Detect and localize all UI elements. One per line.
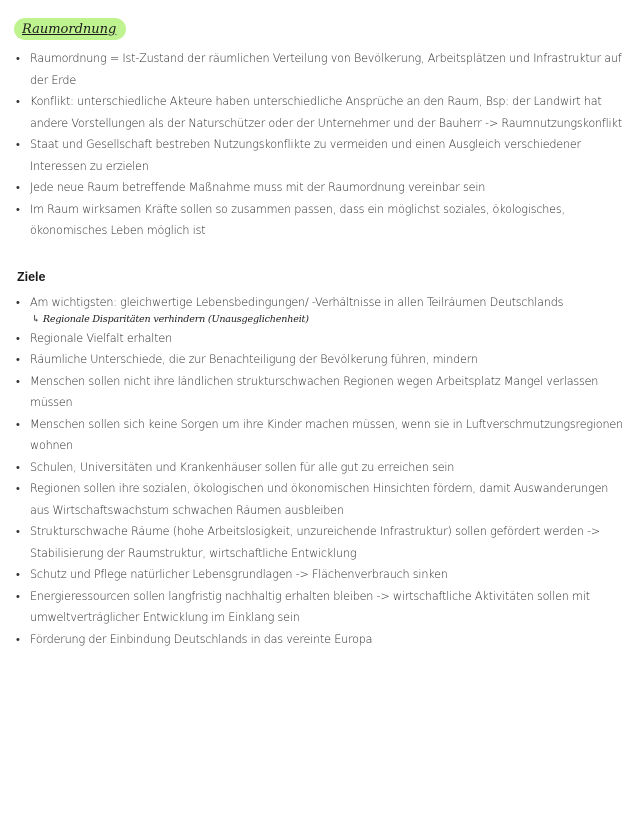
list-item-text: Am wichtigsten: gleichwertige Lebensbedingungen/ -Verhältnisse in allen Teilräumen Deutschlands — [30, 296, 564, 309]
definition-list — [14, 48, 626, 242]
list-item-text: Staat und Gesellschaft bestreben Nutzungskonflikte zu vermeiden und einen Ausgleich verschiedener Interessen zu erzielen — [30, 138, 581, 173]
list-item — [14, 177, 626, 199]
bullet-icon: • — [16, 482, 20, 495]
bullet-icon: • — [16, 417, 20, 431]
list-item — [14, 478, 626, 521]
list-item — [14, 521, 626, 564]
list-item — [14, 48, 626, 91]
bullet-icon: • — [16, 589, 20, 603]
list-item — [14, 349, 626, 371]
list-item-text: Schulen, Universitäten und Krankenhäuser sollen für alle gut zu erreichen sein — [30, 460, 455, 474]
list-item — [14, 91, 626, 134]
bullet-icon: • — [16, 138, 20, 151]
bullet-icon: • — [16, 296, 20, 309]
list-item — [14, 134, 626, 177]
list-item — [14, 292, 626, 328]
goals-list — [14, 292, 626, 650]
list-item-text: Schutz und Pflege natürlicher Lebensgrundlagen -> Flächenverbrauch sinken — [30, 568, 448, 581]
subnote-text: Regionale Disparitäten verhindern (Unausgeglichenheit) — [42, 313, 309, 325]
bullet-icon: • — [16, 52, 20, 65]
list-item — [14, 457, 626, 479]
list-item-text: Strukturschwache Räume (hohe Arbeitslosigkeit, unzureichende Infrastruktur) sollen gefördert werden -> Stabilisierung der Raumstruktur, wirtschaftliche Entwicklung — [30, 525, 601, 560]
bullet-icon: • — [16, 331, 20, 345]
list-item — [14, 199, 626, 242]
list-item-text: Menschen sollen sich keine Sorgen um ihre Kinder machen müssen, wenn sie in Luftverschmutzungsregionen wohnen — [30, 417, 623, 452]
list-item — [14, 629, 626, 651]
arrow-down-right-icon: ↳ — [32, 313, 40, 325]
list-item-text: Förderung der Einbindung Deutschlands in das vereinte Europa — [30, 632, 373, 646]
title-highlight — [14, 18, 126, 40]
list-item — [14, 371, 626, 414]
list-item-text: Im Raum wirksamen Kräfte sollen so zusammen passen, dass ein möglichst soziales, ökologisches, ökonomisches Leben möglich ist — [30, 202, 565, 237]
bullet-icon: • — [16, 568, 20, 581]
list-item — [14, 328, 626, 350]
list-item-text: Räumliche Unterschiede, die zur Benachteiligung der Bevölkerung führen, mindern — [30, 353, 478, 366]
list-item-text: Energieressourcen sollen langfristig nachhaltig erhalten bleiben -> wirtschaftliche Aktivitäten sollen mit umweltverträglicher Entwicklung im Einklang sein — [30, 589, 590, 624]
list-item-text: Jede neue Raum betreffende Maßnahme muss mit der Raumordnung vereinbar sein — [30, 181, 486, 194]
bullet-icon: • — [16, 525, 20, 538]
bullet-icon: • — [16, 460, 20, 474]
list-item — [14, 586, 626, 629]
bullet-icon: • — [16, 181, 20, 194]
handwritten-subnote — [30, 312, 626, 328]
list-item-text: Raumordnung = Ist-Zustand der räumlichen Verteilung von Bevölkerung, Arbeitsplätzen und Infrastruktur auf der Erde — [30, 52, 622, 87]
bullet-icon: • — [16, 202, 20, 216]
bullet-icon: • — [16, 353, 20, 366]
bullet-icon: • — [16, 95, 20, 108]
section-heading: Ziele — [17, 270, 46, 284]
list-item — [14, 414, 626, 457]
page-title: Raumordnung — [22, 21, 117, 37]
bullet-icon: • — [16, 632, 20, 646]
list-item — [14, 564, 626, 586]
list-item-text: Regionen sollen ihre sozialen, ökologischen und ökonomischen Hinsichten fördern, damit Auswanderungen aus Wirtschaftswachstum schwachen Räumen ausbleiben — [30, 482, 609, 517]
list-item-text: Regionale Vielfalt erhalten — [30, 331, 172, 345]
list-item-text: Menschen sollen nicht ihre ländlichen strukturschwachen Regionen wegen Arbeitsplatz Mangel verlassen müssen — [30, 374, 599, 409]
bullet-icon: • — [16, 374, 20, 388]
list-item-text: Konflikt: unterschiedliche Akteure haben unterschiedliche Ansprüche an den Raum, Bsp: der Landwirt hat andere Vorstellungen als der Naturschützer oder der Unternehmer und der Bauherr -> Raumnutzungskonflikt — [30, 95, 622, 130]
